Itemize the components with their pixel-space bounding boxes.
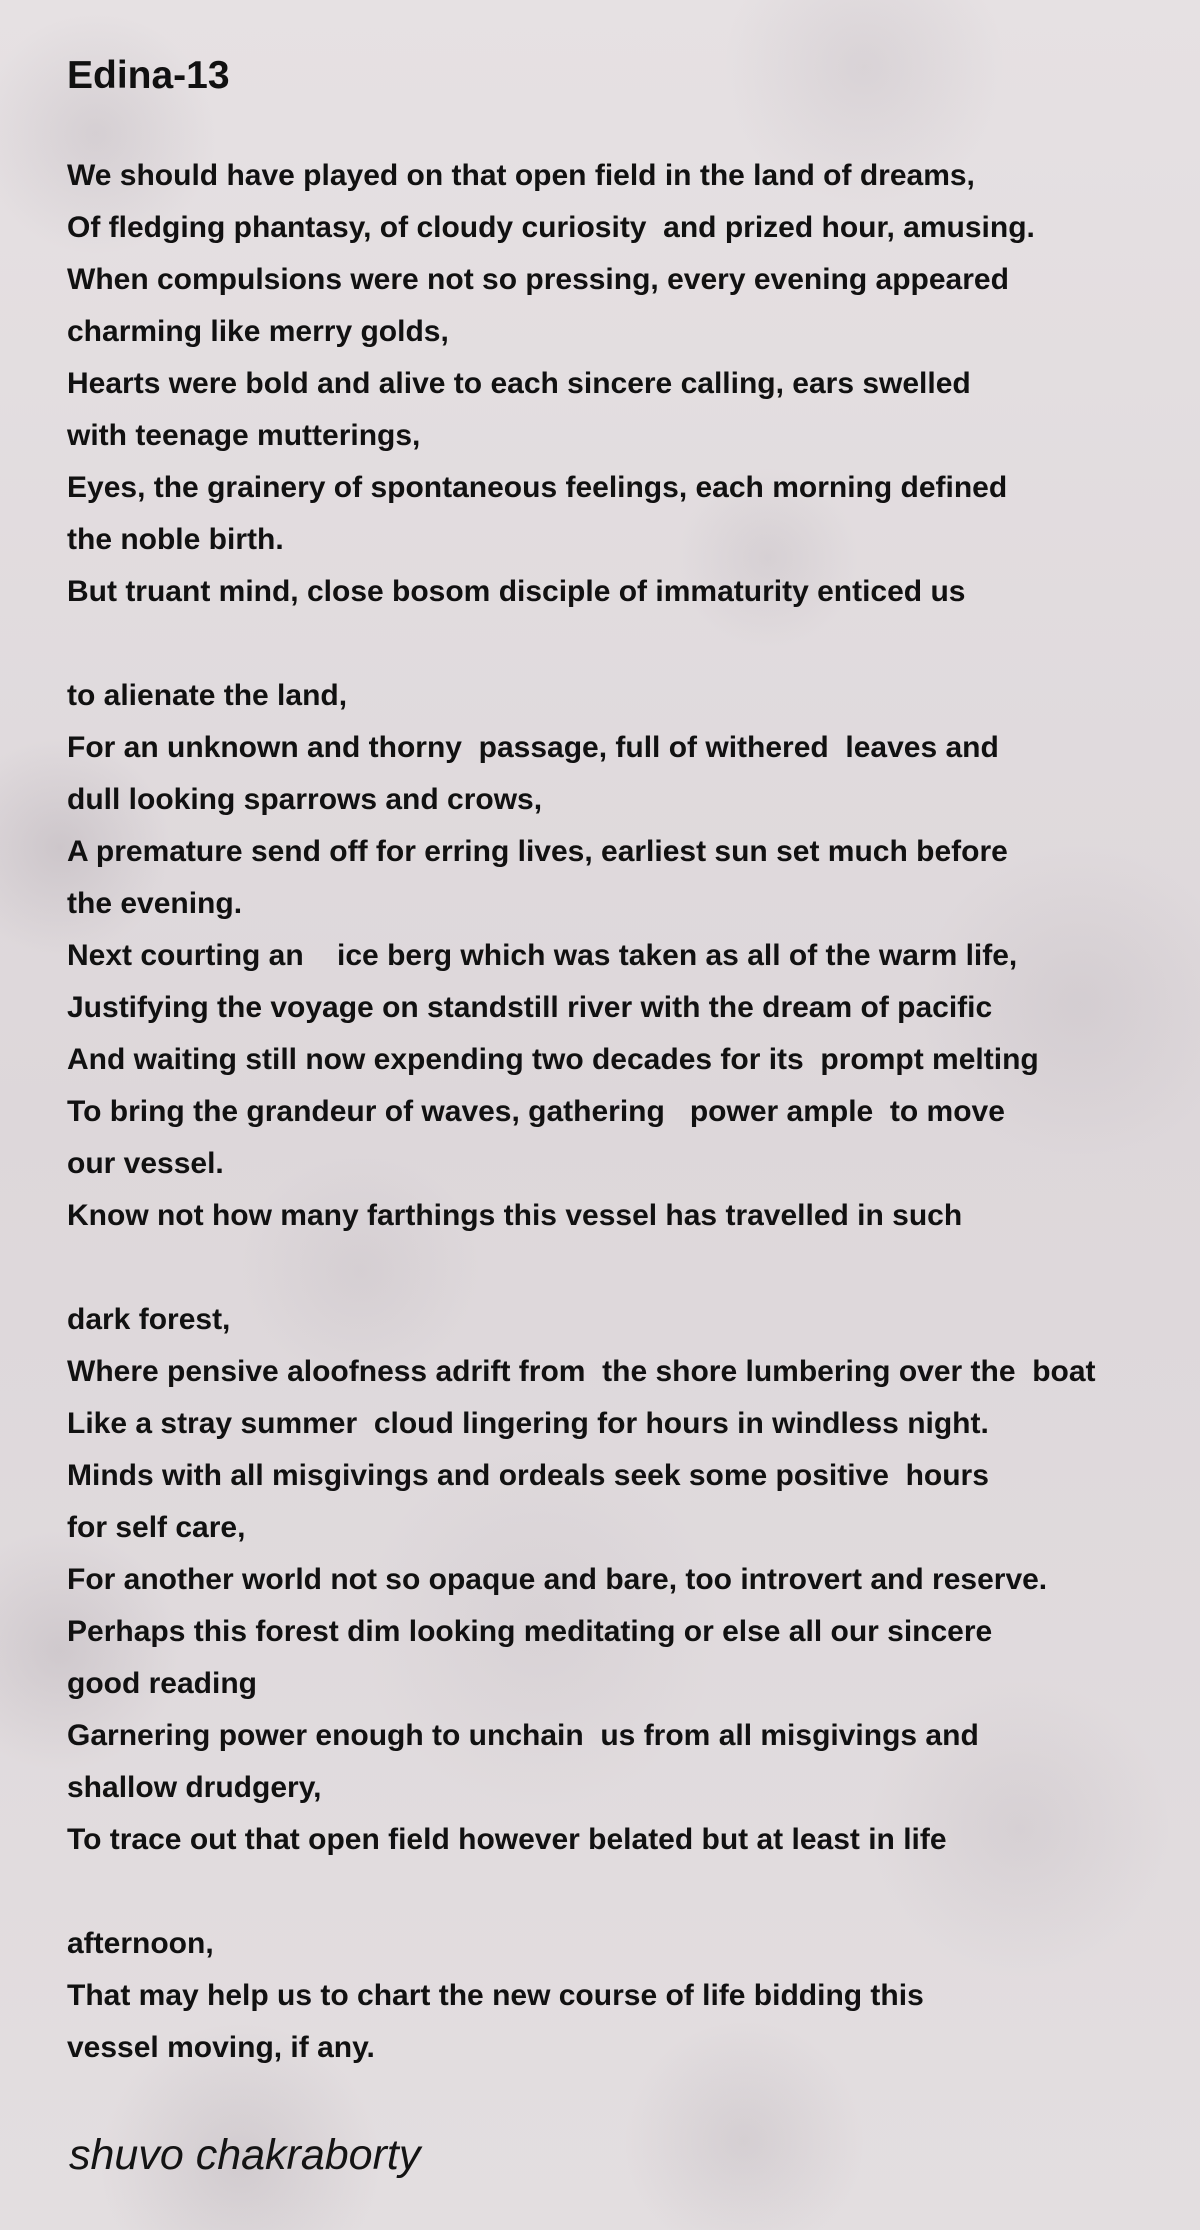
poem-line: for self care, — [67, 1511, 246, 1544]
poem-line: When compulsions were not so pressing, every evening appeared — [67, 263, 1009, 296]
poem-line: our vessel. — [67, 1147, 224, 1180]
poem-line: with teenage mutterings, — [67, 419, 421, 452]
poem-line: That may help us to chart the new course of life bidding this — [67, 1979, 924, 2012]
poem-line: Where pensive aloofness adrift from the shore lumbering over the boat — [67, 1355, 1096, 1388]
poem-blank-line — [67, 1866, 1192, 1918]
poem-line: We should have played on that open field in the land of dreams, — [67, 159, 975, 192]
poem-author: shuvo chakraborty — [69, 2131, 421, 2179]
poem-line: shallow drudgery, — [67, 1771, 322, 1804]
poem-line: For an unknown and thorny passage, full of withered leaves and — [67, 731, 999, 764]
poem-line: the noble birth. — [67, 523, 284, 556]
poem-body — [67, 150, 1192, 2074]
poem-line: Eyes, the grainery of spontaneous feelings, each morning defined — [67, 471, 1008, 504]
poem-line: To trace out that open field however belated but at least in life — [67, 1823, 947, 1856]
poem-line: Next courting an ice berg which was taken as all of the warm life, — [67, 939, 1018, 972]
poem-blank-line — [67, 618, 1192, 670]
poem-title: Edina-13 — [67, 54, 230, 97]
poem-line: afternoon, — [67, 1927, 214, 1960]
poem-line: vessel moving, if any. — [67, 2031, 375, 2064]
poem-line: Minds with all misgivings and ordeals seek some positive hours — [67, 1459, 989, 1492]
poem-line: to alienate the land, — [67, 679, 348, 712]
poem-line: Of fledging phantasy, of cloudy curiosity and prized hour, amusing. — [67, 211, 1035, 244]
poem-line: But truant mind, close bosom disciple of immaturity enticed us — [67, 575, 966, 608]
poem-line: Garnering power enough to unchain us from all misgivings and — [67, 1719, 979, 1752]
poem-line: For another world not so opaque and bare, too introvert and reserve. — [67, 1563, 1048, 1596]
poem-line: good reading — [67, 1667, 257, 1700]
poem-line: To bring the grandeur of waves, gathering power ample to move — [67, 1095, 1005, 1128]
poem-line: And waiting still now expending two decades for its prompt melting — [67, 1043, 1039, 1076]
poem-line: dark forest, — [67, 1303, 231, 1336]
poem-line: Hearts were bold and alive to each sincere calling, ears swelled — [67, 367, 971, 400]
poem-line: dull looking sparrows and crows, — [67, 783, 543, 816]
poem-line: Know not how many farthings this vessel has travelled in such — [67, 1199, 963, 1232]
poem-blank-line — [67, 1242, 1192, 1294]
poem-line: charming like merry golds, — [67, 315, 449, 348]
poem-line: Like a stray summer cloud lingering for hours in windless night. — [67, 1407, 989, 1440]
poem-line: Perhaps this forest dim looking meditating or else all our sincere — [67, 1615, 993, 1648]
poem-line: Justifying the voyage on standstill river with the dream of pacific — [67, 991, 993, 1024]
poem-line: A premature send off for erring lives, earliest sun set much before — [67, 835, 1008, 868]
poem-line: the evening. — [67, 887, 243, 920]
